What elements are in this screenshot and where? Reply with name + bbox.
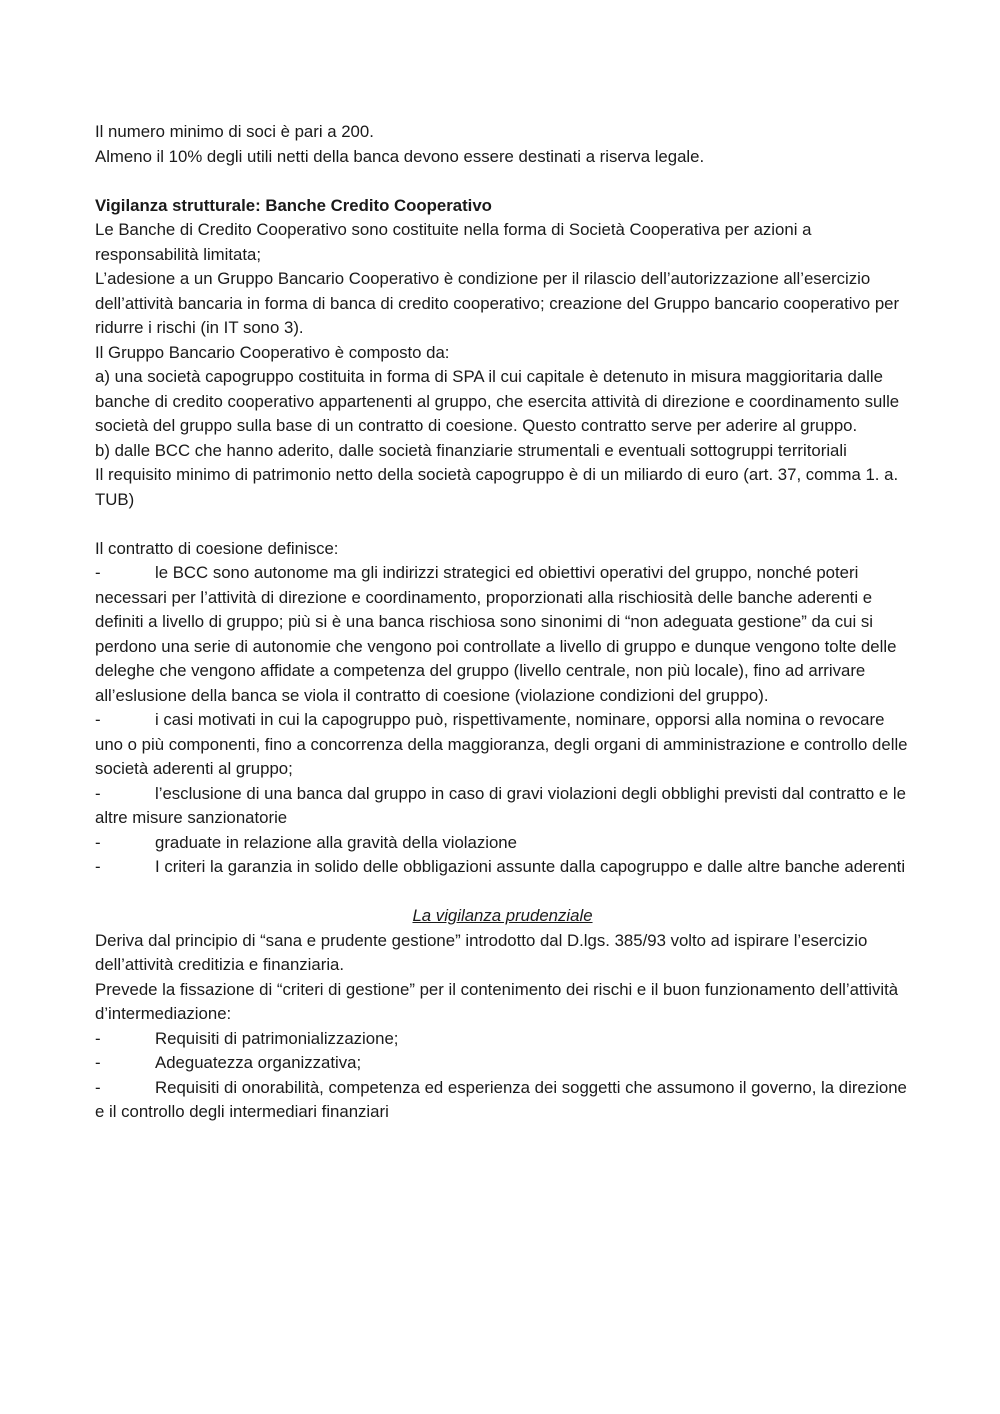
list-item-text: le BCC sono autonome ma gli indirizzi strategici ed obiettivi operativi del gruppo, nonché poteri necessari per l’attività di direzione e coordinamento, proporzionati alla rischiosità delle banche aderenti e definiti a livello di gruppo; più si è una banca rischiosa sono sinonimi di “non adeguata gestione” da cui si perdono una serie di autonomie che vengono poi controllate a livello di gruppo e dunque vengono tolte delle deleghe che vengono affidate a competenza del gruppo (livello centrale, non più locale), fino ad arrivare all’eslusione della banca se viola il contratto di coesione (violazione condizioni del gruppo). [95, 563, 897, 705]
bullet-dash: - [95, 832, 101, 852]
intro-line: Almeno il 10% degli utili netti della banca devono essere destinati a riserva legale. [95, 146, 705, 166]
bullet-dash: - [95, 563, 101, 582]
list-item [95, 1051, 910, 1076]
list-item-text: l’esclusione di una banca dal gruppo in caso di gravi violazioni degli obblighi previsti dal contratto e le altre misure sanzionatorie [95, 783, 906, 827]
list-item-text: Requisiti di onorabilità, competenza ed esperienza dei soggetti che assumono il governo, la direzione e il controllo degli intermediari finanziari [95, 1077, 907, 1121]
list-item [95, 782, 910, 831]
section-heading: Vigilanza strutturale: Banche Credito Cooperativo [95, 195, 492, 215]
bullet-dash: - [95, 1053, 101, 1072]
spacer [95, 169, 910, 194]
spacer [95, 880, 910, 905]
paragraph: L’adesione a un Gruppo Bancario Cooperativo è condizione per il rilascio dell’autorizzazione all’esercizio dell’attività bancaria in forma di banca di credito cooperativo; creazione del Gruppo bancario cooperativo per ridurre i rischi (in IT sono 3). [95, 269, 900, 337]
list-item-text: Requisiti di patrimonializzazione; [155, 1028, 399, 1048]
list-item-text: Adeguatezza organizzativa; [155, 1053, 362, 1072]
paragraph: Il requisito minimo di patrimonio netto della società capogruppo è di un miliardo di euro (art. 37, comma 1. a. TUB) [95, 465, 899, 509]
spacer [95, 512, 910, 537]
paragraph: Prevede la fissazione di “criteri di gestione” per il contenimento dei rischi e il buon funzionamento dell’attività d’intermediazione: [95, 979, 899, 1023]
bullet-dash: - [95, 1028, 101, 1048]
paragraph: Il Gruppo Bancario Cooperativo è composto da: [95, 342, 450, 362]
list-item-text: graduate in relazione alla gravità della violazione [155, 832, 517, 852]
list-item-text: I criteri la garanzia in solido delle obbligazioni assunte dalla capogruppo e dalle altre banche aderenti [155, 857, 906, 876]
paragraph: Deriva dal principio di “sana e prudente gestione” introdotto dal D.lgs. 385/93 volto ad ispirare l’esercizio dell’attività creditizia e finanziaria. [95, 930, 868, 974]
list-item [95, 831, 910, 856]
list-item-text: i casi motivati in cui la capogruppo può, rispettivamente, nominare, opporsi alla nomina o revocare uno o più componenti, fino a concorrenza della maggioranza, degli organi di amministrazione e controllo delle società aderenti al gruppo; [95, 710, 908, 778]
bullet-dash: - [95, 857, 101, 876]
paragraph: a) una società capogruppo costituita in forma di SPA il cui capitale è detenuto in misura maggioritaria dalle banche di credito cooperativo appartenenti al gruppo, che esercita attività di direzione e coordinamento sulle società del gruppo sulla base di un contratto di coesione. Questo contratto serve per aderire al gruppo. [95, 367, 900, 435]
paragraph: b) dalle BCC che hanno aderito, dalle società finanziarie strumentali e eventuali sottogruppi territoriali [95, 440, 847, 460]
document-page [95, 120, 910, 1125]
list-item [95, 1076, 910, 1125]
bullet-dash: - [95, 1077, 101, 1097]
paragraph: Le Banche di Credito Cooperativo sono costituite nella forma di Società Cooperativa per azioni a responsabilità limitata; [95, 220, 812, 264]
list-item [95, 1027, 910, 1052]
section-title: La vigilanza prudenziale [412, 906, 593, 925]
bullet-dash: - [95, 783, 101, 803]
intro-line: Il numero minimo di soci è pari a 200. [95, 122, 374, 141]
bullet-dash: - [95, 710, 101, 729]
paragraph: Il contratto di coesione definisce: [95, 538, 339, 558]
section-title-line [95, 904, 910, 929]
list-item [95, 855, 910, 880]
list-item [95, 708, 910, 782]
list-item [95, 561, 910, 708]
